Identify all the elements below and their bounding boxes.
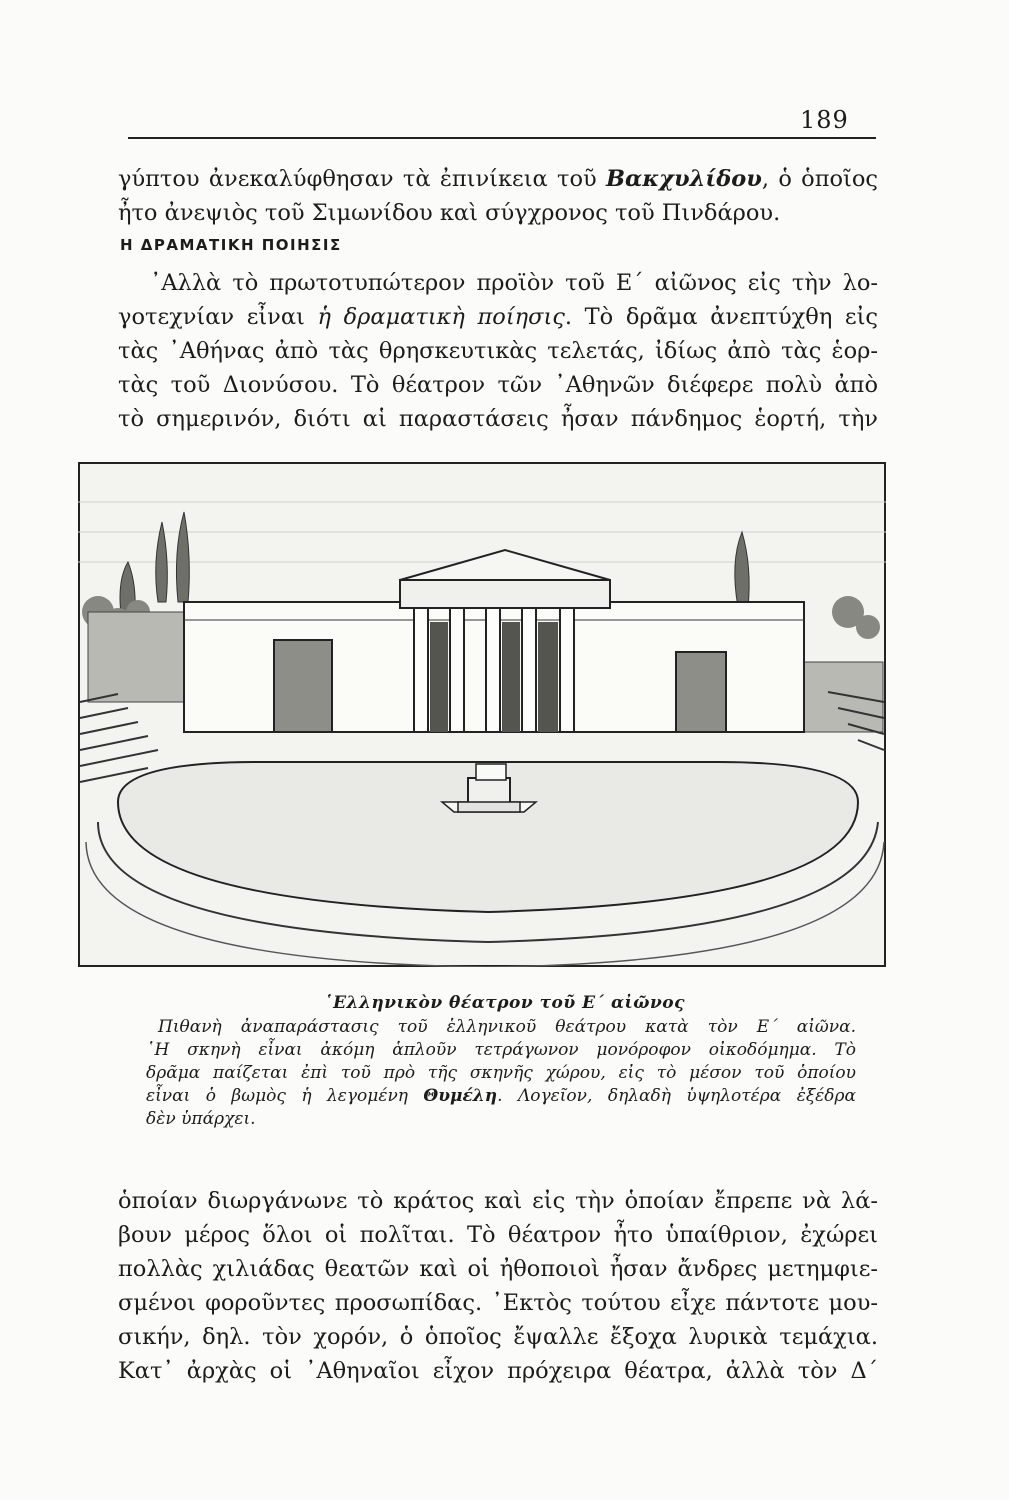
caption-line: εἶναι ὁ βωμὸς ἡ λεγομένη Θυμέλη. Λογεῖον, δηλαδὴ ὑψηλοτέρα ἐξέδρα bbox=[146, 1086, 857, 1106]
text-line: γύπτου ἀνεκαλύφθησαν τὰ ἐπινίκεια τοῦ Βακχυλίδου, ὁ ὁποῖος bbox=[118, 166, 879, 192]
header-rule bbox=[128, 137, 876, 139]
caption-line: δρᾶμα παίζεται ἐπὶ τοῦ πρὸ τῆς σκηνῆς χώρου, εἰς τὸ μέσον τοῦ ὁποίου bbox=[146, 1063, 856, 1083]
drama-paragraph bbox=[118, 266, 878, 436]
text-line: σικήν, δηλ. τὸν χορόν, ὁ ὁποῖος ἔψαλλε ἔξοχα λυρικὰ τεμάχια. bbox=[118, 1324, 878, 1350]
text-line: Κατ᾿ ἀρχὰς οἱ ᾿Αθηναῖοι εἶχον πρόχειρα θέατρα, ἀλλὰ τὸν Δ΄ bbox=[118, 1358, 878, 1384]
text-line: τὰς ᾿Αθήνας ἀπὸ τὰς θρησκευτικὰς τελετάς, ἰδίως ἀπὸ τὰς ἑορ- bbox=[118, 338, 878, 364]
page-number: 189 bbox=[800, 106, 849, 134]
top-paragraph bbox=[118, 162, 878, 230]
text-line: ᾿Αλλὰ τὸ πρωτοτυπώτερον προϊὸν τοῦ Ε΄ αἰῶνος εἰς τὴν λο- bbox=[150, 270, 878, 296]
theater-illustration bbox=[78, 462, 886, 967]
text-line: σμένοι φοροῦντες προσωπίδας. ᾿Εκτὸς τούτου εἶχε πάντοτε μου- bbox=[118, 1290, 878, 1316]
text-line: ὁποίαν διωργάνωνε τὸ κράτος καὶ εἰς τὴν ὁποίαν ἔπρεπε νὰ λά- bbox=[118, 1188, 878, 1214]
bottom-paragraph bbox=[118, 1184, 878, 1388]
text-line: τὸ σημερινόν, διότι αἱ παραστάσεις ἦσαν πάνδημος ἑορτή, τὴν bbox=[118, 406, 878, 432]
caption-line: δὲν ὑπάρχει. bbox=[146, 1109, 256, 1129]
figure-caption bbox=[146, 1016, 856, 1131]
text-line: βουν μέρος ὅλοι οἱ πολῖται. Τὸ θέατρον ἦτο ὑπαίθριον, ἐχώρει bbox=[118, 1222, 878, 1248]
text-line: γοτεχνίαν εἶναι ἡ δραματικὴ ποίησις. Τὸ δρᾶμα ἀνεπτύχθη εἰς bbox=[118, 304, 878, 330]
text-line: τὰς τοῦ Διονύσου. Τὸ θέατρον τῶν ᾿Αθηνῶν διέφερε πολὺ ἀπὸ bbox=[118, 372, 878, 398]
text-line: πολλὰς χιλιάδας θεατῶν καὶ οἱ ἠθοποιοὶ ἦσαν ἄνδρες μετημφιε- bbox=[118, 1256, 878, 1282]
text-line: ἦτο ἀνεψιὸς τοῦ Σιμωνίδου καὶ σύγχρονος τοῦ Πινδάρου. bbox=[118, 200, 781, 226]
caption-line: Πιθανὴ ἀναπαράστασις τοῦ ἑλληνικοῦ θεάτρου κατὰ τὸν Ε΄ αἰῶνα. bbox=[158, 1017, 856, 1037]
section-heading: Η ΔΡΑΜΑΤΙΚΗ ΠΟΙΗΣΙΣ bbox=[120, 236, 342, 254]
figure-title: ῾Ελληνικὸν θέατρον τοῦ Ε΄ αἰῶνος bbox=[324, 993, 685, 1013]
caption-line: ῾Η σκηνὴ εἶναι ἀκόμη ἁπλοῦν τετράγωνον μονόροφον οἰκοδόμημα. Τὸ bbox=[146, 1040, 856, 1060]
